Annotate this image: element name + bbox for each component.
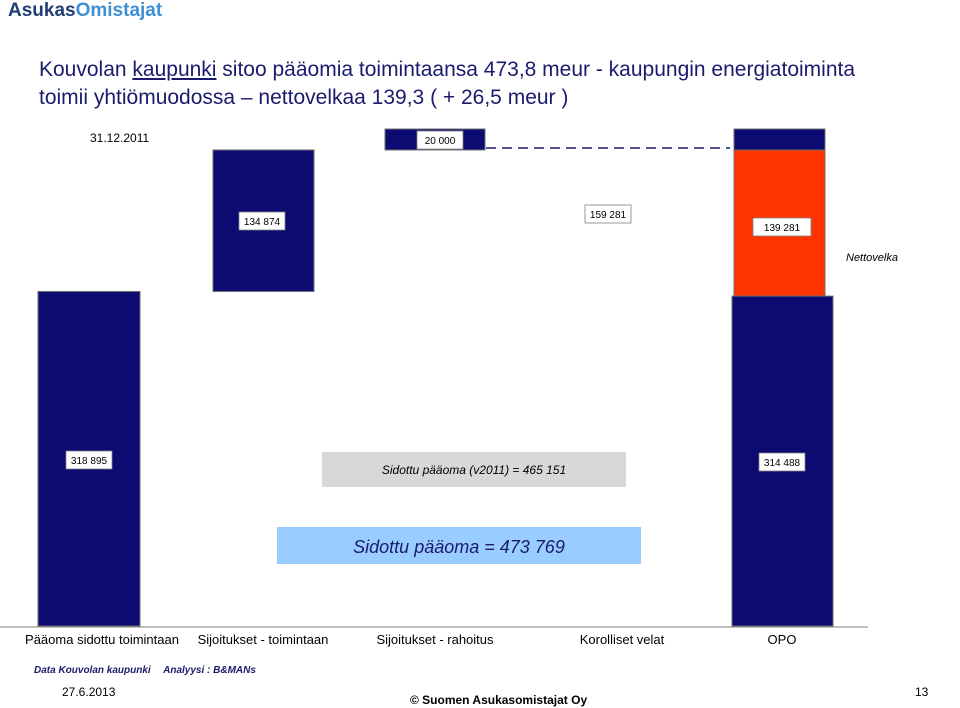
title-line2: toimii yhtiömuodossa – nettovelkaa 139,3 ( + 26,5 meur ) (39, 86, 569, 109)
bar-label-2: 134 874 (243, 217, 281, 228)
page-number: 13 (915, 685, 929, 699)
chart-date: 31.12.2011 (90, 131, 150, 145)
bar-label-6: 314 488 (763, 458, 801, 469)
title-line1-a: Kouvolan (39, 58, 133, 81)
category-label-3: Sijoitukset - rahoitus (376, 632, 494, 647)
category-label-4: Korolliset velat (579, 632, 665, 647)
bar-label-4: 159 281 (589, 210, 627, 221)
bar-label-1: 318 895 (70, 456, 108, 467)
brand-part1: Asukas (8, 0, 76, 21)
nettovelka-label: Nettovelka (846, 252, 898, 264)
category-label-2: Sijoitukset - toimintaan (197, 632, 329, 647)
footer-credits (34, 665, 266, 676)
title-line1-underlined: kaupunki (132, 58, 217, 81)
title-line1-b: sitoo pääomia toimintaansa 473,8 meur - kaupungin energiatoiminta (216, 58, 856, 81)
sidottu-total-label: Sidottu pääoma = 473 769 (353, 537, 565, 557)
footer-date: 27.6.2013 (62, 685, 116, 699)
category-label-1: Pääoma sidottu toimintaan (25, 632, 179, 647)
category-label-5: OPO (767, 632, 797, 647)
bar-label-5: 139 281 (763, 223, 801, 234)
footer-copyright: © Suomen Asukasomistajat Oy (410, 693, 588, 707)
sidottu-v2011-label: Sidottu pääoma (v2011) = 465 151 (381, 463, 567, 477)
footer-data-source: Data Kouvolan kaupunki (34, 665, 151, 676)
brand-part2: Omistajat (75, 0, 163, 21)
footer-analysis: Analyysi : B&MANs (163, 665, 256, 676)
bar-label-3: 20 000 (424, 136, 456, 147)
